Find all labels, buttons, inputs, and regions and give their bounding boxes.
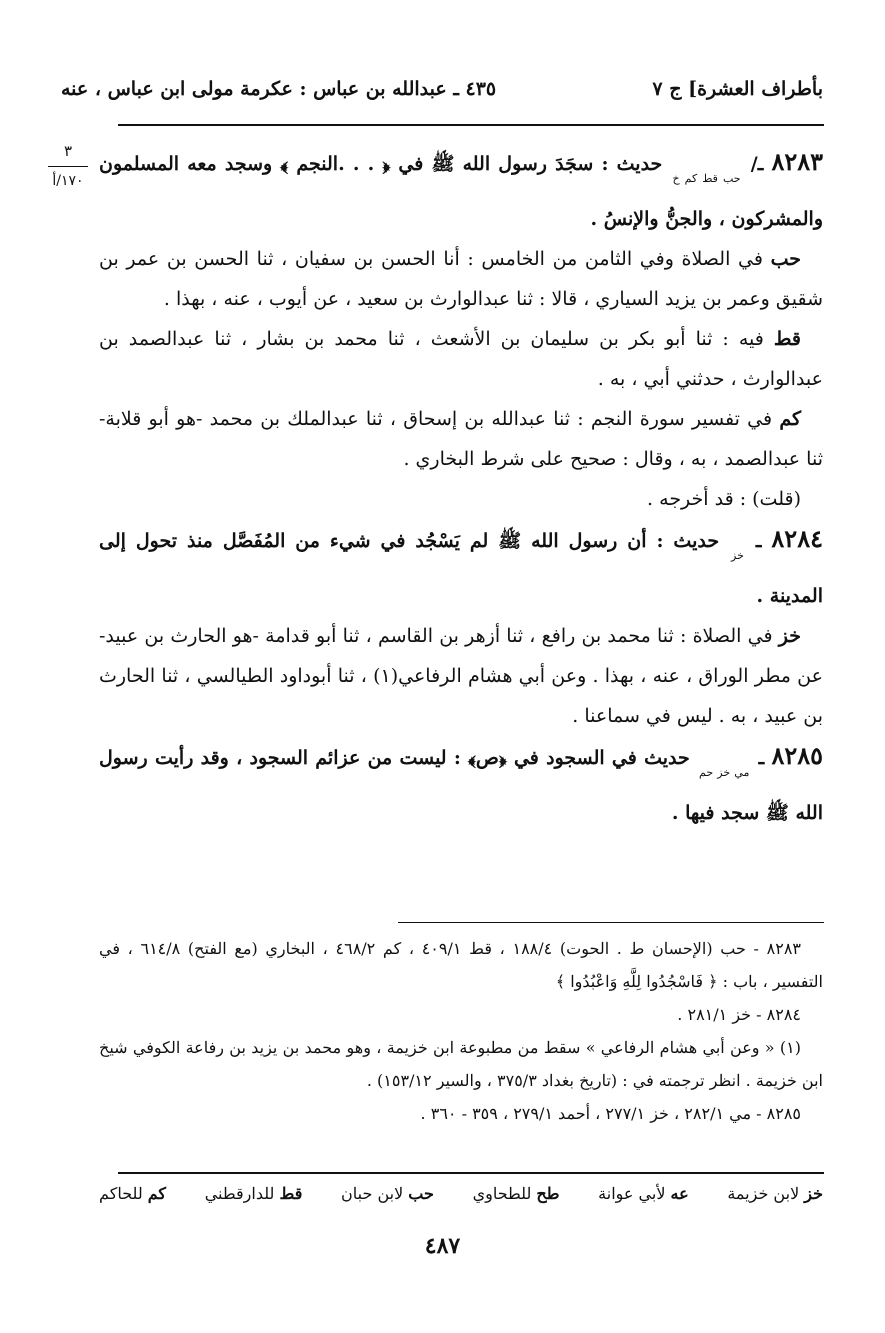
hadith-sigla: حب قط كم خ: [672, 172, 741, 185]
abbreviation-legend: [99, 1184, 823, 1203]
legend-rule: [118, 1172, 824, 1174]
legend-item: [598, 1184, 689, 1203]
source-abbr: كم: [779, 408, 802, 430]
footnote: ٨٢٨٤ - خز ٢٨١/١ .: [677, 1005, 801, 1024]
isnad-paragraph: [99, 399, 823, 479]
hadith-number: ٨٢٨٥: [771, 741, 824, 770]
legend-label: لأبي عوانة: [598, 1184, 666, 1203]
page-number: ٤٨٧: [424, 1233, 461, 1259]
legend-label: لابن حبان: [341, 1184, 404, 1203]
isnad-paragraph: [99, 616, 823, 736]
hadith-marker: ـ: [758, 747, 765, 769]
footnotes: [99, 932, 823, 1130]
legend-label: للطحاوي: [472, 1184, 532, 1203]
running-head-volume: بأطراف العشرة] ج ٧: [652, 78, 823, 100]
footnote: ٨٢٨٥ - مي ٢٨٢/١ ، خز ٢٧٧/١ ، أحمد ٢٧٩/١ ، ٣٥٩ - ٣٦٠ .: [420, 1104, 801, 1123]
isnad-text: في الصلاة وفي الثامن من الخامس : أنا الحسن بن سفيان ، ثنا الحسن بن عمر بن شقيق وعمر بن يزيد السياري ، قالا : ثنا عبدالوارث بن سعيد ، عن أيوب ، عنه ، بهذا .: [99, 248, 823, 310]
main-text: [99, 142, 823, 833]
isnad-text: في الصلاة : ثنا محمد بن رافع ، ثنا أزهر بن القاسم ، ثنا أبو قدامة -هو الحارث بن عبيد- عن مطر الوراق ، عنه ، بهذا . وعن أبي هشام الرفاعي(١) ، ثنا أبوداود الطيالسي ، ثنا الحارث بن عبيد ، به . ليس في سماعنا .: [99, 625, 823, 727]
author-comment: [99, 479, 823, 519]
legend-item: [727, 1184, 823, 1203]
legend-abbr: عه: [670, 1184, 689, 1203]
legend-label: للحاكم: [99, 1184, 143, 1203]
footnote: (١) « وعن أبي هشام الرفاعي » سقط من مطبوعة ابن خزيمة ، وهو محمد بن يزيد بن رفاعة الكوفي شيخ ابن خزيمة . انظر ترجمته في : (تاريخ بغداد ٣٧٥/٣ ، والسير ١٥٣/١٢) .: [99, 1038, 823, 1090]
source-abbr: حب: [770, 248, 801, 270]
hadith-marker: ـ: [755, 530, 762, 552]
footnote-rule: [398, 922, 824, 923]
hadith-number: ٨٢٨٤: [771, 524, 823, 553]
legend-abbr: طح: [536, 1184, 560, 1203]
running-head: [61, 78, 823, 100]
hadith-entry: [99, 519, 823, 616]
isnad-text: في تفسير سورة النجم : ثنا عبدالله بن إسحاق ، ثنا عبدالملك بن محمد -هو أبو قلابة- ثنا عبدالصمد ، به ، وقال : صحيح على شرط البخاري .: [99, 408, 823, 470]
running-head-chapter: ٤٣٥ ـ عبدالله بن عباس : عكرمة مولى ابن عباس ، عنه: [61, 78, 497, 100]
legend-item: [473, 1184, 560, 1203]
legend-abbr: قط: [279, 1184, 303, 1203]
legend-abbr: كم: [147, 1184, 167, 1203]
footnote: ٨٢٨٣ - حب (الإحسان ط . الحوت) ١٨٨/٤ ، قط ٤٠٩/١ ، كم ٤٦٨/٢ ، البخاري (مع الفتح) ٦١٤/٨ ، في التفسير ، باب : ﴿ فَاسْجُدُوا لِلَّهِ وَاعْبُدُوا ﴾: [99, 939, 823, 991]
comment-text: (قلت) : قد أخرجه .: [647, 488, 801, 510]
hadith-text: حديث : سجَدَ رسول الله ﷺ في ﴿ . . .النجم ﴾ وسجد معه المسلمون والمشركون ، والجنُّ والإنسُ .: [99, 153, 823, 230]
isnad-paragraph: [99, 319, 823, 399]
legend-label: للدارقطني: [204, 1184, 275, 1203]
hadith-marker: ـ/: [750, 153, 764, 175]
legend-abbr: حب: [408, 1184, 434, 1203]
source-abbr: خز: [778, 625, 801, 647]
header-rule: [118, 124, 824, 126]
legend-item: [99, 1184, 166, 1203]
hadith-entry: [99, 736, 823, 833]
hadith-text: حديث : أن رسول الله ﷺ لم يَسْجُد في شيء من المُفَصَّل منذ تحول إلى المدينة .: [99, 530, 823, 607]
legend-label: لابن خزيمة: [727, 1184, 800, 1203]
legend-abbr: خز: [804, 1184, 823, 1203]
hadith-sigla: مي خز حم: [699, 766, 750, 779]
legend-item: [205, 1184, 303, 1203]
margin-note-number: ٣: [63, 142, 73, 160]
source-abbr: قط: [773, 328, 801, 350]
manuscript-margin-reference: [38, 142, 98, 189]
legend-item: [341, 1184, 434, 1203]
hadith-sigla: خز: [731, 549, 744, 562]
isnad-text: فيه : ثنا أبو بكر بن سليمان بن الأشعث ، ثنا محمد بن بشار ، ثنا عبدالصمد بن عبدالوارث ، حدثني أبي ، به .: [99, 328, 823, 390]
hadith-text: حديث في السجود في ﴿ص﴾ : ليست من عزائم السجود ، وقد رأيت رسول الله ﷺ سجد فيها .: [99, 747, 823, 824]
margin-note-line: [48, 166, 88, 167]
margin-note-folio: ١٧٠/أ: [52, 173, 84, 189]
hadith-number: ٨٢٨٣: [771, 147, 823, 176]
isnad-paragraph: [99, 239, 823, 319]
hadith-entry: [99, 142, 823, 239]
